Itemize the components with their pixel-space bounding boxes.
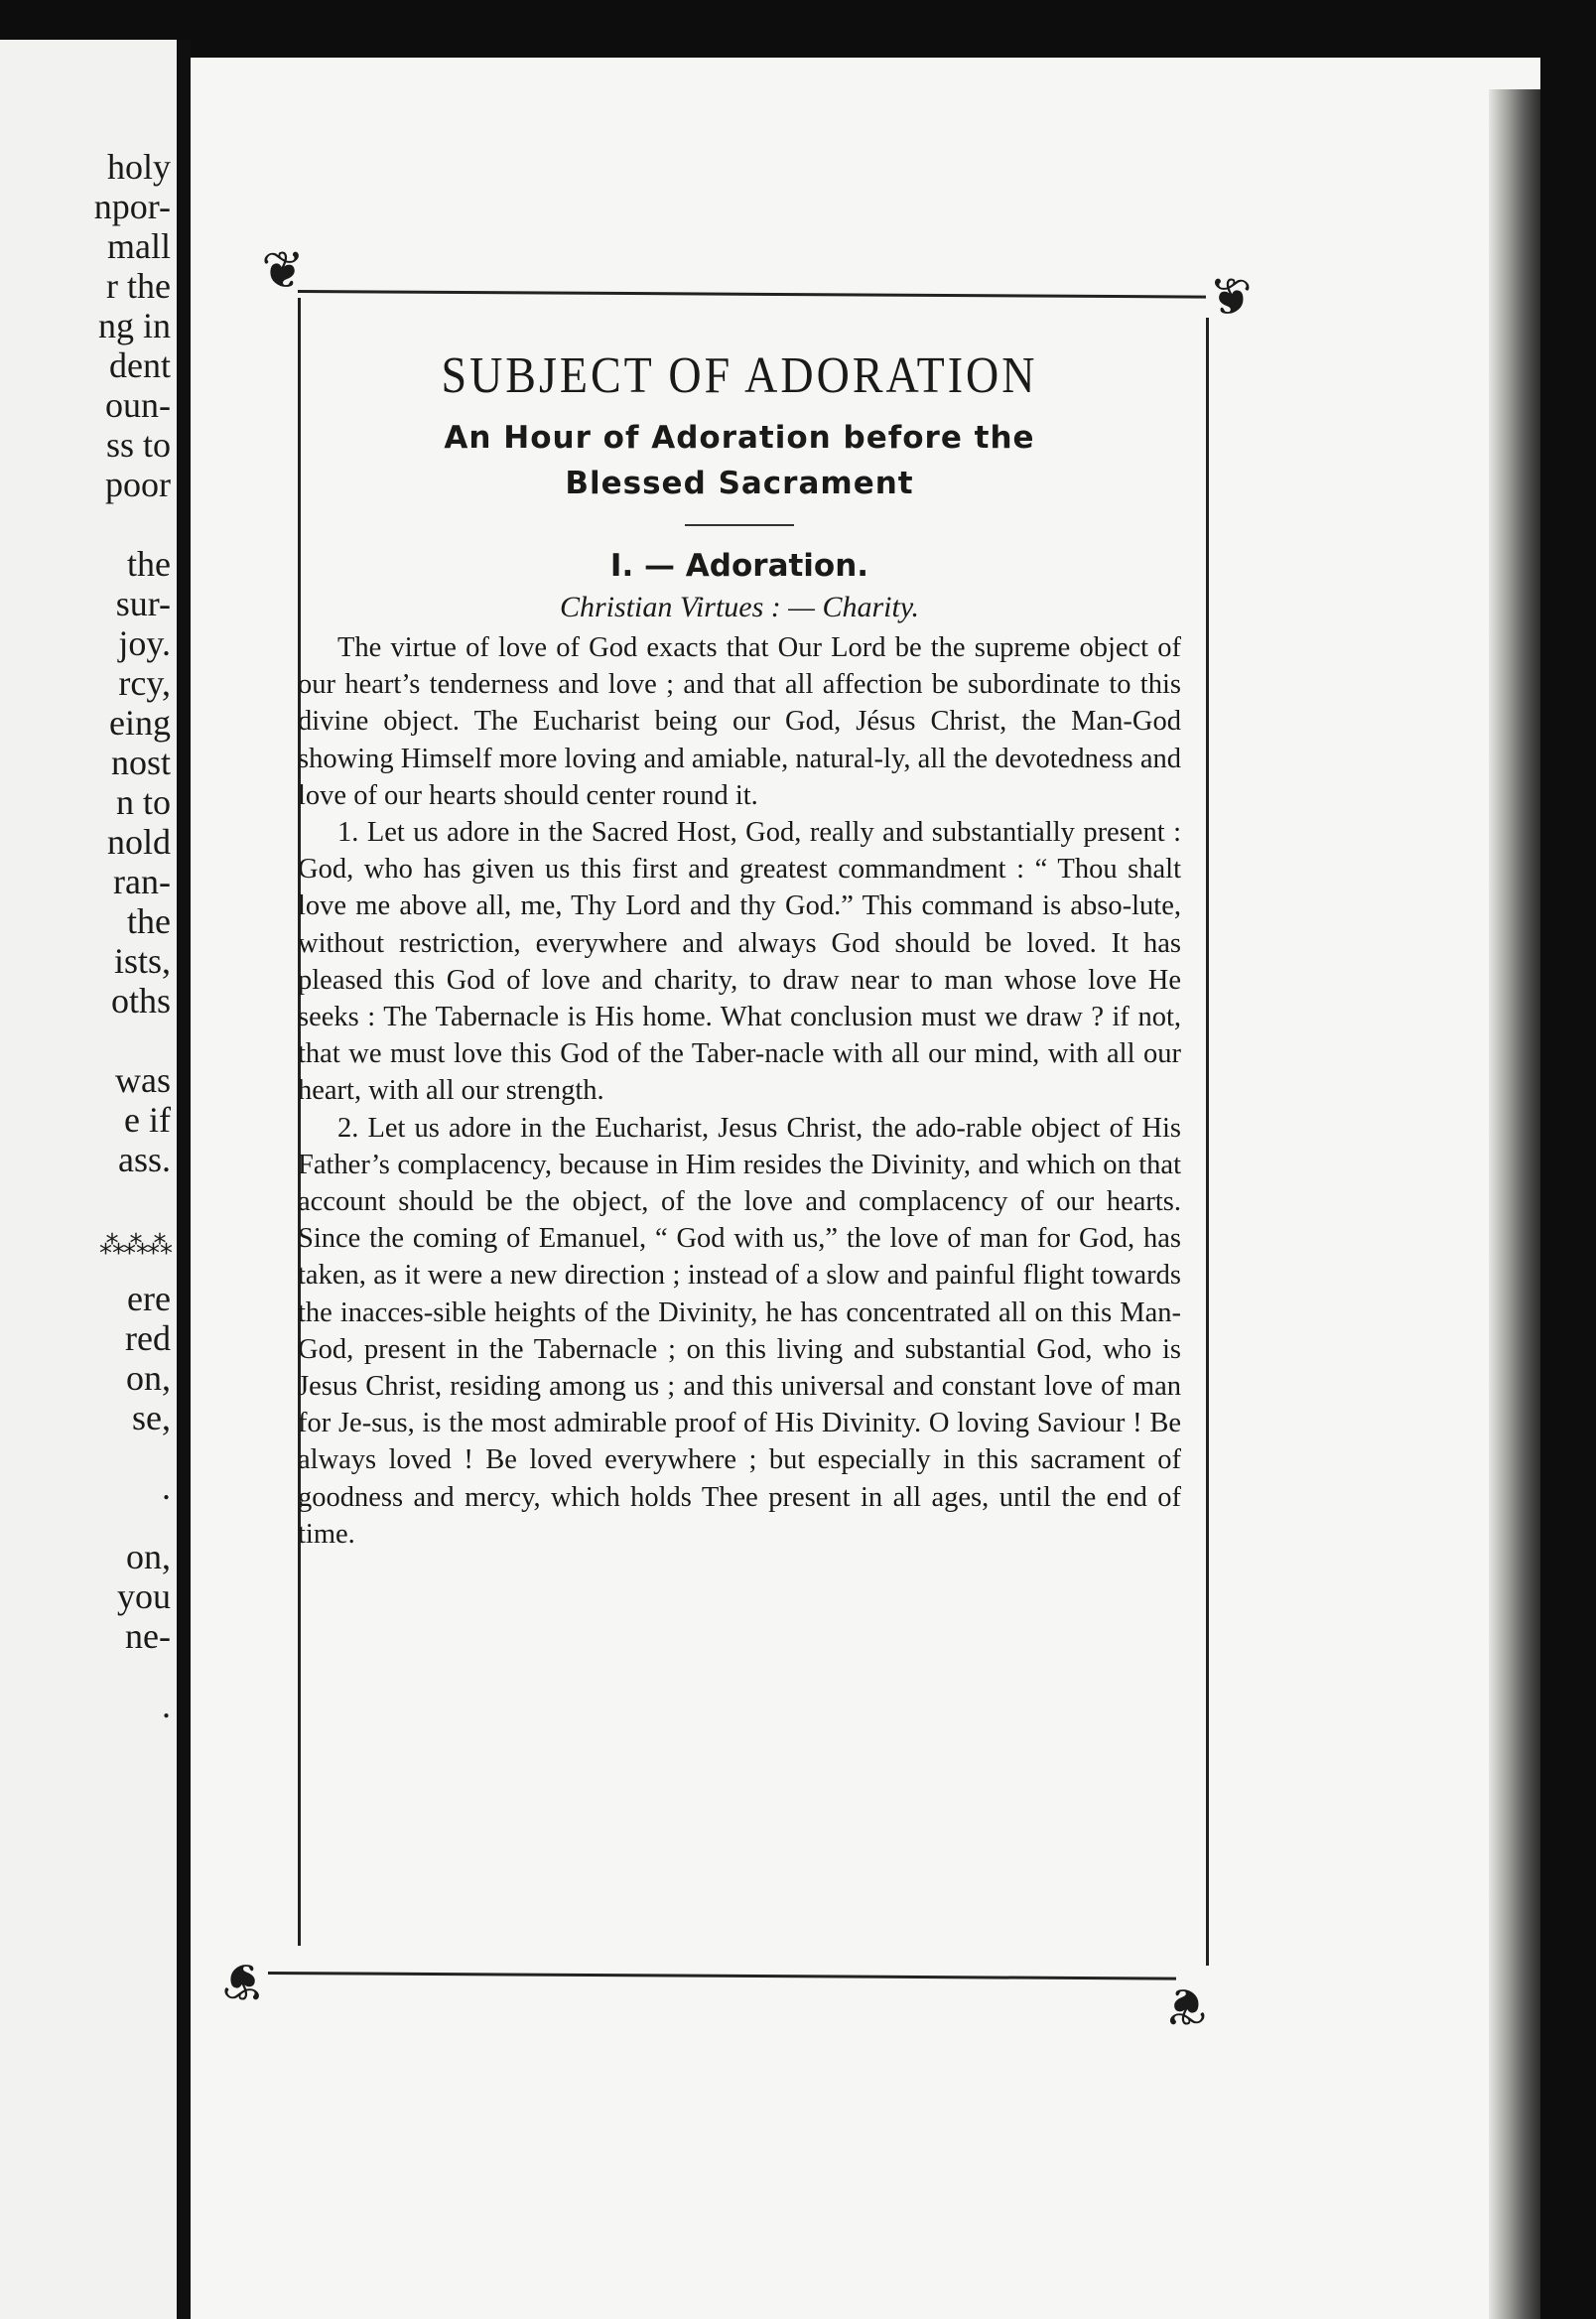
page-title: SUBJECT OF ADORATION [441, 345, 1038, 403]
facing-page-text-fragment: oun- [105, 385, 171, 425]
facing-page-text-fragment: rcy, [118, 663, 171, 703]
subtitle-line-1: An Hour of Adoration before the [444, 420, 1035, 456]
facing-page-text-fragment: poor [105, 465, 171, 504]
facing-page [0, 40, 177, 2319]
facing-page-text-fragment: . [162, 1467, 171, 1507]
frame-right-line [1206, 318, 1209, 1966]
facing-page-text-fragment: nold [106, 822, 171, 862]
page-edge-shadow [1489, 89, 1540, 2319]
corner-ornament-bottom-right-icon: ❦ [1164, 1976, 1208, 2035]
facing-page-text-fragment: on, [126, 1358, 171, 1398]
section-heading: I. — Adoration. [609, 548, 869, 584]
facing-page-text-fragment: dent [109, 345, 171, 385]
page-content [298, 347, 1181, 1553]
corner-ornament-bottom-left-icon: ❦ [221, 1951, 265, 2010]
facing-page-ornament-icon: ⁂⁂⁂ [99, 1231, 171, 1261]
facing-page-text-fragment: the [127, 901, 171, 941]
facing-page-text-fragment: ng in [97, 306, 171, 345]
facing-page-text-fragment: npor- [93, 187, 171, 226]
paragraph-intro: The virtue of love of God exacts that Our Lord be the supreme object of our heart’s tenderness and love ; and that all affection be subordinate to this divine object. The Eucharist being our God, Jésus Christ, the Man-God showing Himself more loving and amiable, natural-ly, all the devotedness and love of our hearts should center round it. [298, 632, 1181, 811]
facing-page-text-fragment: you [117, 1576, 171, 1616]
book-gutter [177, 40, 191, 2319]
subtitle-line-2: Blessed Sacrament [565, 466, 914, 501]
facing-page-text-fragment: eing [109, 703, 171, 743]
facing-page-text-fragment: ran- [113, 862, 171, 901]
facing-page-text-fragment: e if [124, 1100, 171, 1140]
facing-page-text-fragment: the [127, 544, 171, 584]
facing-page-text-fragment: oths [110, 981, 171, 1021]
facing-page-text-fragment: ere [127, 1279, 171, 1318]
corner-ornament-top-right-icon: ❦ [1209, 268, 1253, 328]
paragraph-1: 1. Let us adore in the Sacred Host, God, really and substantially present : God, who has given us this first and greatest commandment : “ Thou shalt love me above all, me, Thy Lord and thy God.” This command is abso-lute, without restriction, everywhere and always God should be loved. It has pleased this God of love and charity, to draw near to man whose love He seeks : The Tabernacle is His home. What conclusion must we draw ? if not, that we must love this God of the Taber-nacle with all our mind, with all our heart, with all our strength. [298, 817, 1181, 1107]
title-divider [685, 524, 794, 526]
scan-border-top [191, 0, 1596, 58]
corner-ornament-top-left-icon: ❦ [261, 241, 305, 301]
facing-page-text-fragment: holy [106, 147, 171, 187]
facing-page-text-fragment: mall [107, 226, 171, 266]
facing-page-text-fragment: was [115, 1060, 171, 1100]
facing-page-text-fragment: r the [106, 266, 171, 306]
facing-page-text-fragment: ne- [125, 1616, 171, 1656]
facing-page-text-fragment: . [162, 1686, 171, 1725]
facing-page-text-fragment: ists, [113, 941, 171, 981]
page-subtitle [298, 415, 1181, 506]
facing-page-text-fragment: ass. [118, 1140, 171, 1179]
facing-page-text-fragment: n to [115, 782, 171, 822]
section-subheading: Christian Virtues : — Charity. [560, 591, 919, 623]
facing-page-text-fragment: joy. [118, 623, 171, 663]
facing-page-text-fragment: ss to [105, 425, 171, 465]
facing-page-text-fragment: sur- [115, 584, 171, 623]
facing-page-text-fragment: on, [126, 1537, 171, 1576]
facing-page-text-fragment: red [125, 1318, 171, 1358]
facing-page-text-fragment: nost [110, 743, 171, 782]
scan-border-right [1540, 0, 1596, 2319]
paragraph-2: 2. Let us adore in the Eucharist, Jesus Christ, the ado-rable object of His Father’s complacency, because in Him resides the Divinity, and which on that account should be the object, of the love and complacency of our hearts. Since the coming of Emanuel, “ God with us,” the love of man for God, has taken, as it were a new direction ; instead of a slow and painful flight towards the inacces-sible heights of the Divinity, he has concentrated all on this Man-God, present in the Tabernacle ; on this living and substantial God, who is Jesus Christ, residing among us ; and this universal and constant love of man for Je-sus, is the most admirable proof of His Divinity. O loving Saviour ! Be always loved ! Be loved everywhere ; but especially in this sacrament of goodness and mercy, which holds Thee present in all ages, until the end of time. [298, 1112, 1181, 1550]
facing-page-text-fragment: se, [132, 1398, 171, 1437]
